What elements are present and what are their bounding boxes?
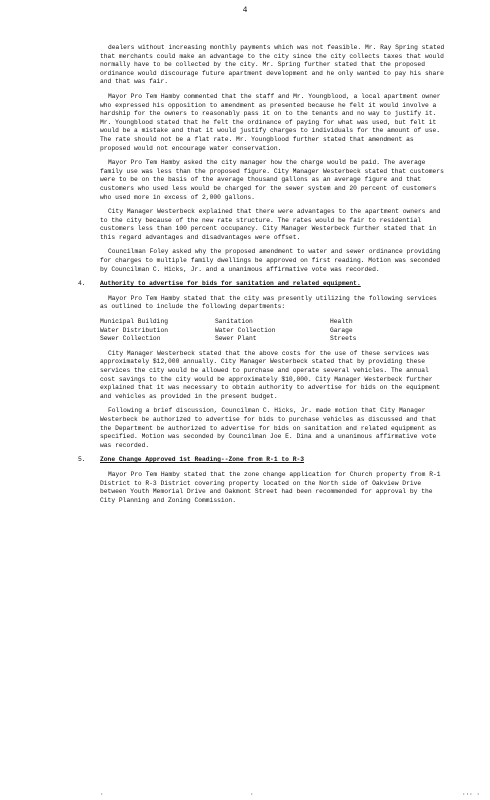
paragraph: dealers without increasing monthly payments which was not feasible. Mr. Ray Spring stated that merchants could make an advantage to the city since the city collects taxes that would normally have to be collected by the city. Mr. Spring further stated that the proposed ordinance would discourage future apartment development and he only wanted to pay his share and that was fair. (100, 44, 445, 86)
service-item: Sanitation (215, 318, 253, 326)
page-number: 4 (242, 6, 248, 15)
footer-mark-left: · (100, 791, 104, 798)
footer-mark-right: ··· · (461, 791, 480, 798)
service-item: Garage (330, 326, 353, 334)
item-number: 5. (78, 456, 86, 464)
services-list (100, 318, 445, 344)
paragraph: Mayor Pro Tem Hamby stated that the city was presently utilizing the following services as outlined to include the following departments: (100, 294, 437, 311)
service-item: Sewer Collection (100, 335, 161, 343)
paragraph: Following a brief discussion, Councilman C. Hicks, Jr. made motion that City Manager Westerbeck be authorized to advertise for bids to purchase vehicles as discussed and that the Department be authorized to advertise for bids on sanitation and related equipment as specified. Motion was seconded by Councilman Joe E. Dina and a unanimous affirmative vote was recorded. (100, 407, 437, 449)
item-title: Authority to advertise for bids for sanitation and related equipment. (100, 280, 361, 288)
paragraph: Councilman Foley asked why the proposed amendment to water and sewer ordinance providing for charges to multiple family dwellings be approved on first reading. Motion was seconded by Councilman C. Hicks, Jr. and a unanimous affirmative vote was recorded. (100, 248, 441, 273)
service-item: Streets (330, 335, 357, 343)
service-item: Municipal Building (100, 318, 169, 326)
item-number: 4. (78, 280, 86, 288)
agenda-item-4 (78, 280, 445, 289)
footer-mark-middle: · (250, 791, 254, 798)
service-item: Water Collection (215, 326, 276, 334)
item-title: Zone Change Approved 1st Reading--Zone from R-1 to R-3 (100, 456, 305, 464)
paragraph: Mayor Pro Tem Hamby asked the city manager how the charge would be paid. The average family use was less than the proposed figure. City Manager Westerbeck stated that customers were to be on the basis of the average thousand gallons as an average figure and that customers who used less would be charged for the sewer system and 20 percent of customers who used more in excess of 2,000 gallons. (100, 159, 444, 201)
paragraph: Mayor Pro Tem Hamby commented that the staff and Mr. Youngblood, a local apartment owner who expressed his opposition to amendment as presented because he felt it would involve a hardship for the owners to reasonably pass it on to the tenants and no way to justify it. Mr. Youngblood stated that he felt the ordinance of paying for what was used, but felt it would be a mistake and that it would justify charges to individuals for the amount of use. The rate should not be a flat rate. Mr. Youngblood further stated that amendment as proposed would not encourage water conservation. (100, 92, 441, 152)
service-item: Health (330, 318, 353, 326)
paragraph: Mayor Pro Tem Hamby stated that the zone change application for Church property from R-1 District to R-3 District covering property located on the North side of Oakview Drive between Youth Memorial Drive and Oakmont Street had been recommended for approval by the City Planning and Zoning Commission. (100, 470, 441, 504)
service-item: Sewer Plant (215, 335, 257, 343)
agenda-item-5 (78, 456, 445, 465)
minutes-body (78, 44, 445, 511)
paragraph: City Manager Westerbeck explained that there were advantages to the apartment owners and to the city because of the new rate structure. The rates would be fair to residential customers less than 100 percent occupancy. City Manager Westerbeck further stated that in this regard advantages and disadvantages were offset. (100, 208, 441, 241)
paragraph: City Manager Westerbeck stated that the above costs for the use of these services was approximately $12,000 annually. City Manager Westerbeck stated that by providing these services the city would be allowed to purchase and operate several vehicles. The annual cost savings to the city would be approximately $10,000. City Manager Westerbeck further explained that it was necessary to obtain authority to advertise for bids on the equipment and vehicles as provided in the present budget. (100, 349, 441, 400)
service-item: Water Distribution (100, 326, 169, 334)
